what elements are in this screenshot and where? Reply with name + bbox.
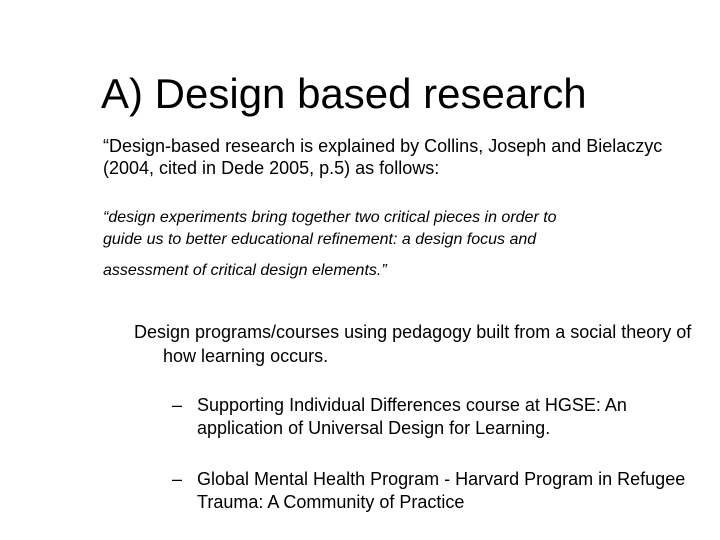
slide-title: A) Design based research <box>101 70 587 117</box>
quote-line-1: “design experiments bring together two critical pieces in order to <box>103 209 557 226</box>
intro-paragraph: “Design-based research is explained by Collins, Joseph and Bielaczyc (2004, cited in Dede 2005, p.5) as follows: <box>103 136 663 178</box>
sub-bullet-text: Supporting Individual Differences course at HGSE: An application of Universal Design for Learning. <box>197 395 627 438</box>
dash-marker: – <box>172 469 183 489</box>
sub-bullet-1 <box>172 394 692 440</box>
list-item <box>172 394 692 440</box>
sub-bullet-text: Global Mental Health Program - Harvard Program in Refugee Trauma: A Community of Practice <box>197 469 686 512</box>
quote-block <box>103 207 703 282</box>
sub-bullet-2 <box>172 468 692 514</box>
list-item <box>172 468 692 514</box>
quote-line-2: guide us to better educational refinement: a design focus and <box>103 231 537 248</box>
quote-line-3: assessment of critical design elements.” <box>103 262 387 279</box>
dash-marker: – <box>172 395 183 415</box>
main-bullet: Design programs/courses using pedagogy built from a social theory of how learning occurs. <box>134 322 692 366</box>
